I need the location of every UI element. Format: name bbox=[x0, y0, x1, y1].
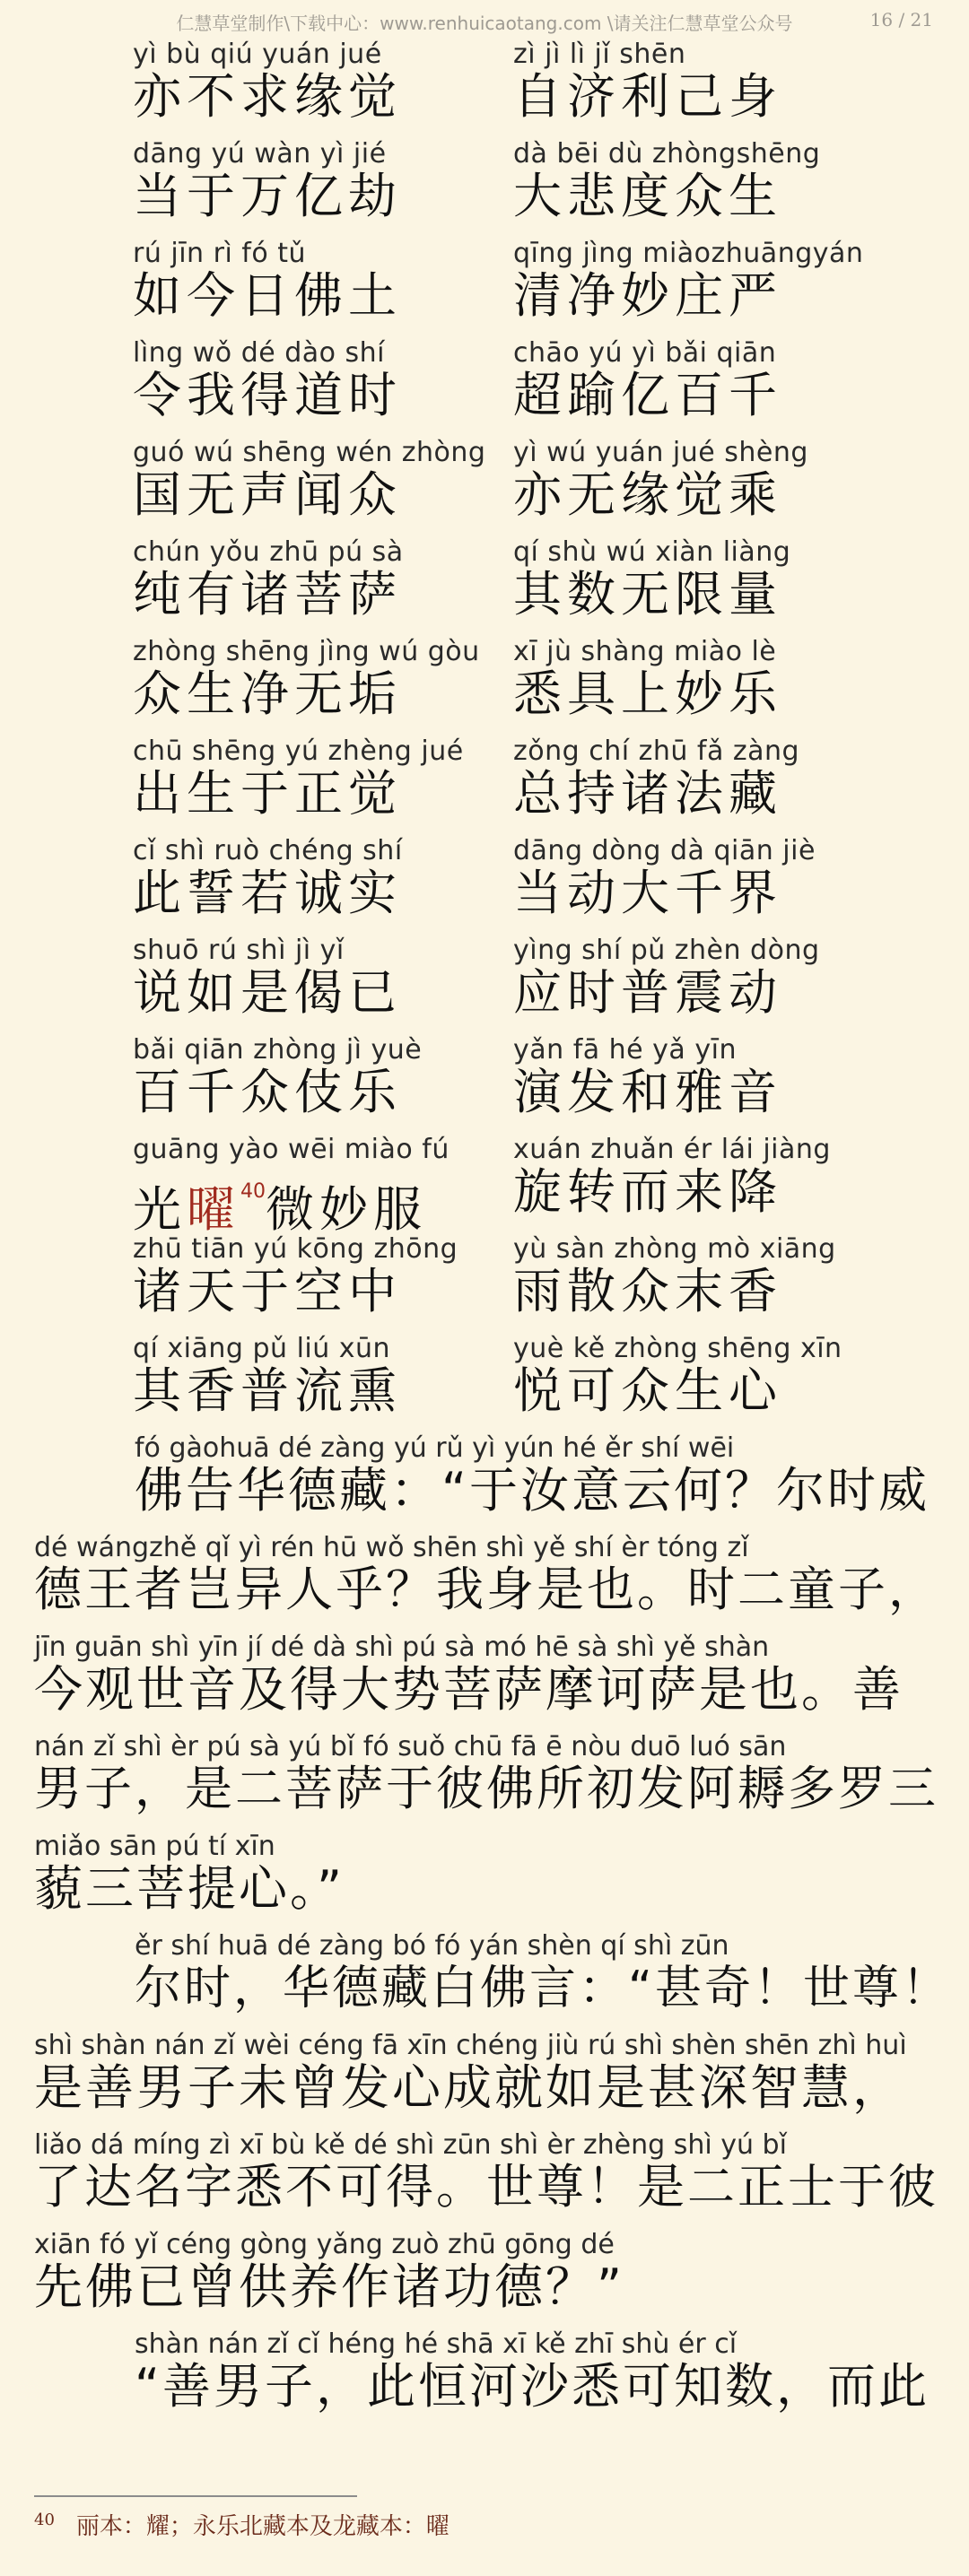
pinyin-line: dà bēi dù zhòngshēng bbox=[513, 138, 821, 170]
verse-right-half bbox=[513, 1028, 872, 1127]
pinyin-line: dāng dòng dà qiān jiè bbox=[513, 835, 816, 866]
verse-row bbox=[0, 32, 969, 132]
verse-right-half bbox=[513, 1327, 872, 1426]
pinyin-line: lìng wǒ dé dào shí bbox=[133, 337, 386, 369]
verse-left-half bbox=[133, 1327, 492, 1426]
pinyin-line: shì shàn nán zǐ wèi céng fā xīn chéng jiù rú shì shèn shēn zhì huì bbox=[34, 2030, 907, 2061]
pinyin-line: zǒng chí zhū fǎ zàng bbox=[513, 735, 800, 767]
verse-row bbox=[0, 132, 969, 231]
footnote-marker[interactable]: 40 bbox=[240, 1180, 266, 1203]
verse-right-half bbox=[513, 32, 872, 132]
hanzi-line: 诸天于空中 bbox=[133, 1263, 402, 1319]
pinyin-line: dāng yú wàn yì jié bbox=[133, 138, 387, 170]
verse-left-half bbox=[133, 928, 492, 1028]
verse-row bbox=[0, 928, 969, 1028]
verse-row bbox=[0, 530, 969, 630]
pinyin-line: xī jù shàng miào lè bbox=[513, 636, 777, 667]
verse-left-half bbox=[133, 231, 492, 331]
hanzi-line: 旋转而来降 bbox=[513, 1163, 782, 1220]
page-number: 16 / 21 bbox=[869, 9, 933, 30]
pinyin-line: miǎo sān pú tí xīn bbox=[34, 1831, 275, 1862]
pinyin-line: chāo yú yì bǎi qiān bbox=[513, 337, 777, 369]
verse-row bbox=[0, 729, 969, 829]
verse-right-half bbox=[513, 829, 872, 928]
pinyin-line: dé wángzhě qǐ yì rén hū wǒ shēn shì yě shí èr tóng zǐ bbox=[34, 1532, 749, 1563]
hanzi-line: 此誓若诚实 bbox=[133, 865, 402, 921]
pinyin-line: bǎi qiān zhòng jì yuè bbox=[133, 1034, 423, 1066]
verse-section bbox=[0, 32, 969, 1426]
pinyin-line: qí shù wú xiàn liàng bbox=[513, 536, 791, 568]
hanzi-line: 悉具上妙乐 bbox=[513, 666, 782, 722]
hanzi-line: 纯有诸菩萨 bbox=[133, 566, 402, 622]
hanzi-line: 国无声闻众 bbox=[133, 466, 402, 523]
verse-left-half bbox=[133, 1127, 492, 1238]
hanzi-segment: 微妙服 bbox=[266, 1181, 427, 1238]
footnote-divider bbox=[34, 2495, 357, 2497]
hanzi-line: 超踰亿百千 bbox=[513, 367, 782, 423]
pinyin-line: chún yǒu zhū pú sà bbox=[133, 536, 404, 568]
hanzi-line: 令我得道时 bbox=[133, 367, 402, 423]
pinyin-line: liǎo dá míng zì xī bù kě dé shì zūn shì èr zhèng shì yú bǐ bbox=[34, 2129, 787, 2161]
hanzi-line: 佛告华德藏：“于汝意云何？尔时威 bbox=[135, 1462, 930, 1519]
pinyin-line: xuán zhuǎn ér lái jiàng bbox=[513, 1134, 831, 1165]
pinyin-line: zhū tiān yú kōng zhōng bbox=[133, 1233, 458, 1265]
verse-left-half bbox=[133, 829, 492, 928]
hanzi-line: 悦可众生心 bbox=[513, 1362, 782, 1419]
hanzi-line: 是善男子未曾发心成就如是甚深智慧， bbox=[34, 2059, 904, 2116]
footnote-number: 40 bbox=[34, 2511, 55, 2529]
verse-row bbox=[0, 829, 969, 928]
hanzi-line: 说如是偈已 bbox=[133, 964, 402, 1021]
hanzi-line: 藐三菩提心。” bbox=[34, 1860, 345, 1917]
hanzi-line: 尔时，华德藏白佛言：“甚奇！世尊！ bbox=[135, 1962, 951, 2015]
verse-left-half bbox=[133, 431, 492, 530]
verse-row bbox=[0, 431, 969, 530]
pinyin-line: xiān fó yǐ céng gòng yǎng zuò zhū gōng dé bbox=[34, 2229, 615, 2260]
pinyin-line: fó gàohuā dé zàng yú rǔ yì yún hé ěr shí wēi bbox=[135, 1432, 735, 1464]
verse-row bbox=[0, 1127, 969, 1238]
verse-row bbox=[0, 1327, 969, 1426]
verse-left-half bbox=[133, 530, 492, 630]
hanzi-line: 众生净无垢 bbox=[133, 666, 402, 722]
pinyin-line: qí xiāng pǔ liú xūn bbox=[133, 1333, 391, 1364]
hanzi-line: 当于万亿劫 bbox=[133, 168, 402, 224]
verse-right-half bbox=[513, 1127, 872, 1227]
pinyin-line: shuō rú shì jì yǐ bbox=[133, 935, 345, 966]
prose-section bbox=[0, 1426, 969, 2422]
prose-line bbox=[0, 1526, 969, 1625]
pinyin-line: yì wú yuán jué shèng bbox=[513, 437, 808, 468]
hanzi-line: 出生于正觉 bbox=[133, 765, 402, 822]
prose-line bbox=[0, 2322, 969, 2422]
verse-right-half bbox=[513, 729, 872, 829]
pinyin-line: yuè kě zhòng shēng xīn bbox=[513, 1333, 842, 1364]
footnote bbox=[34, 2508, 450, 2541]
pinyin-line: yìng shí pǔ zhèn dòng bbox=[513, 935, 820, 966]
hanzi-line: 大悲度众生 bbox=[513, 168, 782, 224]
verse-left-half bbox=[133, 331, 492, 431]
hanzi-line: 应时普震动 bbox=[513, 964, 782, 1021]
verse-left-half bbox=[133, 729, 492, 829]
hanzi-line: 当动大千界 bbox=[513, 865, 782, 921]
hanzi-line: 如今日佛土 bbox=[133, 267, 402, 324]
hanzi-line: 德王者岂异人乎？我身是也。时二童子， bbox=[34, 1562, 938, 1617]
hanzi-line: 清净妙庄严 bbox=[513, 267, 782, 324]
hanzi-line: 亦不求缘觉 bbox=[133, 68, 402, 125]
hanzi-line: “善男子，此恒河沙悉可知数，而此 bbox=[135, 2358, 930, 2415]
prose-line bbox=[0, 1725, 969, 1824]
verse-row bbox=[0, 1028, 969, 1127]
hanzi-line: 百千众伎乐 bbox=[133, 1064, 402, 1120]
variant-character: 曜 bbox=[187, 1181, 240, 1238]
hanzi-line: 亦无缘觉乘 bbox=[513, 466, 782, 523]
prose-line bbox=[0, 2123, 969, 2223]
hanzi-line: 自济利己身 bbox=[513, 68, 782, 125]
pinyin-line: cǐ shì ruò chéng shí bbox=[133, 835, 403, 866]
verse-row bbox=[0, 630, 969, 729]
verse-left-half bbox=[133, 32, 492, 132]
verse-right-half bbox=[513, 331, 872, 431]
verse-right-half bbox=[513, 231, 872, 331]
prose-line bbox=[0, 1426, 969, 1526]
hanzi-line: 演发和雅音 bbox=[513, 1064, 782, 1120]
pinyin-line: nán zǐ shì èr pú sà yú bǐ fó suǒ chū fā ē nòu duō luó sān bbox=[34, 1731, 787, 1762]
prose-line bbox=[0, 1924, 969, 2023]
prose-line bbox=[0, 2023, 969, 2123]
verse-right-half bbox=[513, 928, 872, 1028]
pinyin-line: chū shēng yú zhèng jué bbox=[133, 735, 464, 767]
pinyin-line: qīng jìng miàozhuāngyán bbox=[513, 238, 864, 269]
verse-right-half bbox=[513, 431, 872, 530]
prose-line bbox=[0, 1625, 969, 1725]
hanzi-line: 先佛已曾供养作诸功德？” bbox=[34, 2258, 624, 2315]
hanzi-segment: 光 bbox=[133, 1181, 187, 1238]
verse-row bbox=[0, 231, 969, 331]
verse-left-half bbox=[133, 1227, 492, 1327]
pinyin-line: yǎn fā hé yǎ yīn bbox=[513, 1034, 737, 1066]
pinyin-line: zì jì lì jǐ shēn bbox=[513, 39, 686, 70]
verse-left-half bbox=[133, 630, 492, 729]
pinyin-line: yì bù qiú yuán jué bbox=[133, 39, 382, 70]
pinyin-line: zhòng shēng jìng wú gòu bbox=[133, 636, 480, 667]
hanzi-line: 了达名字悉不可得。世尊！是二正士于彼 bbox=[34, 2160, 938, 2215]
verse-left-half bbox=[133, 132, 492, 231]
hanzi-line: 总持诸法藏 bbox=[513, 765, 782, 822]
pinyin-line: ěr shí huā dé zàng bó fó yán shèn qí shì zūn bbox=[135, 1930, 729, 1962]
pinyin-line: yù sàn zhòng mò xiāng bbox=[513, 1233, 836, 1265]
hanzi-line: 雨散众末香 bbox=[513, 1263, 782, 1319]
verse-row bbox=[0, 331, 969, 431]
verse-row bbox=[0, 1227, 969, 1327]
hanzi-line: 其数无限量 bbox=[513, 566, 782, 622]
hanzi-line: 男子，是二菩萨于彼佛所初发阿耨多罗三 bbox=[34, 1762, 938, 1816]
verse-right-half bbox=[513, 630, 872, 729]
pinyin-line: rú jīn rì fó tǔ bbox=[133, 238, 307, 269]
prose-line bbox=[0, 1824, 969, 1924]
pinyin-line: jīn guān shì yīn jí dé dà shì pú sà mó hē sà shì yě shàn bbox=[34, 1632, 770, 1663]
verse-right-half bbox=[513, 1227, 872, 1327]
verse-left-half bbox=[133, 1028, 492, 1127]
pinyin-line: guó wú shēng wén zhòng bbox=[133, 437, 486, 468]
hanzi-line: 今观世音及得大势菩萨摩诃萨是也。善 bbox=[34, 1661, 904, 1718]
hanzi-line: 其香普流熏 bbox=[133, 1362, 402, 1419]
footnote-text: 丽本：耀；永乐北藏本及龙藏本：曜 bbox=[75, 2513, 450, 2540]
verse-right-half bbox=[513, 530, 872, 630]
header-text: 仁慧草堂制作\下载中心：www.renhuicaotang.com \请关注仁慧草堂公众号 bbox=[176, 13, 793, 34]
prose-line bbox=[0, 2223, 969, 2322]
verse-right-half bbox=[513, 132, 872, 231]
pinyin-line: guāng yào wēi miào fú bbox=[133, 1134, 450, 1165]
pinyin-line: shàn nán zǐ cǐ héng hé shā xī kě zhī shù ér cǐ bbox=[135, 2328, 738, 2360]
